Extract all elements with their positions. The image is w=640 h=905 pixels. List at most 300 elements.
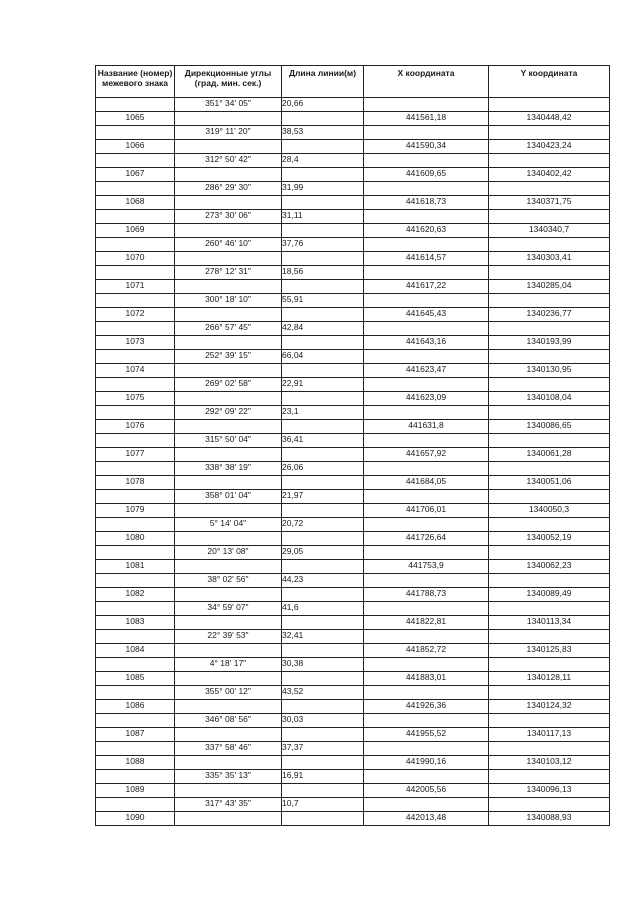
cell-y <box>489 714 610 728</box>
cell-angle: 358° 01' 04" <box>175 490 282 504</box>
cell-name <box>96 770 175 784</box>
cell-name: 1076 <box>96 420 175 434</box>
cell-y <box>489 126 610 140</box>
table-row <box>96 406 610 420</box>
table-row <box>96 616 610 630</box>
cell-name <box>96 798 175 812</box>
cell-x <box>364 602 489 616</box>
cell-name <box>96 714 175 728</box>
table-row <box>96 812 610 826</box>
cell-length: 43,52 <box>282 686 364 700</box>
cell-y <box>489 378 610 392</box>
cell-x: 441620,63 <box>364 224 489 238</box>
cell-name <box>96 546 175 560</box>
cell-x <box>364 294 489 308</box>
cell-y: 1340108,04 <box>489 392 610 406</box>
cell-length <box>282 644 364 658</box>
cell-length: 42,84 <box>282 322 364 336</box>
header-y: Y координата <box>489 66 610 98</box>
cell-x <box>364 126 489 140</box>
cell-x: 442005,56 <box>364 784 489 798</box>
cell-y <box>489 742 610 756</box>
cell-angle: 269° 02' 58" <box>175 378 282 392</box>
cell-x: 441883,01 <box>364 672 489 686</box>
cell-y: 1340130,95 <box>489 364 610 378</box>
cell-x: 441726,64 <box>364 532 489 546</box>
cell-angle <box>175 644 282 658</box>
cell-length <box>282 504 364 518</box>
header-name: Название (номер) межевого знака <box>96 66 175 98</box>
cell-y: 1340125,83 <box>489 644 610 658</box>
cell-x: 441617,22 <box>364 280 489 294</box>
table-row <box>96 322 610 336</box>
cell-length: 26,06 <box>282 462 364 476</box>
cell-x <box>364 630 489 644</box>
cell-name <box>96 602 175 616</box>
cell-x: 441852,72 <box>364 644 489 658</box>
cell-y: 1340117,13 <box>489 728 610 742</box>
cell-name <box>96 238 175 252</box>
cell-name <box>96 630 175 644</box>
cell-name: 1074 <box>96 364 175 378</box>
cell-name: 1068 <box>96 196 175 210</box>
cell-name <box>96 658 175 672</box>
cell-y: 1340371,75 <box>489 196 610 210</box>
cell-x: 441623,47 <box>364 364 489 378</box>
cell-name <box>96 378 175 392</box>
table-row <box>96 574 610 588</box>
cell-angle: 34° 59' 07" <box>175 602 282 616</box>
cell-angle <box>175 532 282 546</box>
cell-angle: 335° 35' 13" <box>175 770 282 784</box>
coordinates-table <box>95 65 610 826</box>
cell-angle <box>175 476 282 490</box>
cell-x: 441590,34 <box>364 140 489 154</box>
table-row <box>96 504 610 518</box>
cell-y <box>489 238 610 252</box>
cell-y <box>489 406 610 420</box>
cell-y: 1340124,32 <box>489 700 610 714</box>
cell-y <box>489 98 610 112</box>
cell-x <box>364 518 489 532</box>
cell-x <box>364 210 489 224</box>
cell-y: 1340051,06 <box>489 476 610 490</box>
cell-y: 1340285,04 <box>489 280 610 294</box>
cell-angle: 346° 08' 56" <box>175 714 282 728</box>
cell-angle: 292° 09' 22" <box>175 406 282 420</box>
cell-y <box>489 798 610 812</box>
table-row <box>96 658 610 672</box>
cell-length <box>282 616 364 630</box>
cell-x <box>364 462 489 476</box>
cell-x <box>364 798 489 812</box>
cell-x <box>364 658 489 672</box>
cell-y <box>489 686 610 700</box>
table-row <box>96 392 610 406</box>
table-row <box>96 700 610 714</box>
cell-x <box>364 406 489 420</box>
table-row <box>96 168 610 182</box>
cell-angle <box>175 504 282 518</box>
cell-name: 1067 <box>96 168 175 182</box>
cell-x <box>364 490 489 504</box>
cell-name <box>96 462 175 476</box>
table-row <box>96 630 610 644</box>
table-row <box>96 434 610 448</box>
table-row <box>96 518 610 532</box>
table-row <box>96 448 610 462</box>
cell-x: 441609,65 <box>364 168 489 182</box>
cell-angle <box>175 308 282 322</box>
cell-length: 66,04 <box>282 350 364 364</box>
cell-length: 30,03 <box>282 714 364 728</box>
cell-length: 55,91 <box>282 294 364 308</box>
table-row <box>96 266 610 280</box>
cell-length <box>282 476 364 490</box>
cell-angle: 312° 50' 42" <box>175 154 282 168</box>
cell-x: 441788,73 <box>364 588 489 602</box>
cell-y <box>489 154 610 168</box>
cell-name: 1082 <box>96 588 175 602</box>
cell-angle: 315° 50' 04" <box>175 434 282 448</box>
cell-y: 1340402,42 <box>489 168 610 182</box>
cell-length <box>282 336 364 350</box>
table-row <box>96 364 610 378</box>
cell-name <box>96 434 175 448</box>
cell-angle: 266° 57' 45" <box>175 322 282 336</box>
cell-y <box>489 490 610 504</box>
cell-x: 441926,36 <box>364 700 489 714</box>
cell-y: 1340103,12 <box>489 756 610 770</box>
table-row <box>96 476 610 490</box>
cell-y: 1340050,3 <box>489 504 610 518</box>
cell-length <box>282 364 364 378</box>
cell-name: 1065 <box>96 112 175 126</box>
cell-y: 1340193,99 <box>489 336 610 350</box>
cell-length <box>282 784 364 798</box>
cell-length <box>282 224 364 238</box>
cell-angle: 300° 18' 10" <box>175 294 282 308</box>
cell-y: 1340113,34 <box>489 616 610 630</box>
table-row <box>96 252 610 266</box>
table-body <box>96 98 610 826</box>
table-row <box>96 490 610 504</box>
cell-name: 1073 <box>96 336 175 350</box>
cell-x: 441618,73 <box>364 196 489 210</box>
cell-y <box>489 434 610 448</box>
table-row <box>96 784 610 798</box>
cell-x: 441645,43 <box>364 308 489 322</box>
cell-name <box>96 490 175 504</box>
cell-angle <box>175 392 282 406</box>
cell-length <box>282 168 364 182</box>
cell-length: 44,23 <box>282 574 364 588</box>
cell-y <box>489 546 610 560</box>
cell-x: 441822,81 <box>364 616 489 630</box>
cell-name <box>96 182 175 196</box>
cell-x <box>364 770 489 784</box>
cell-length <box>282 308 364 322</box>
cell-name: 1087 <box>96 728 175 742</box>
cell-length <box>282 112 364 126</box>
cell-length: 31,11 <box>282 210 364 224</box>
cell-x <box>364 378 489 392</box>
cell-x <box>364 266 489 280</box>
cell-name: 1066 <box>96 140 175 154</box>
cell-length <box>282 756 364 770</box>
cell-length: 38,53 <box>282 126 364 140</box>
cell-x <box>364 742 489 756</box>
table-row <box>96 196 610 210</box>
cell-name <box>96 686 175 700</box>
cell-name: 1083 <box>96 616 175 630</box>
cell-length <box>282 560 364 574</box>
cell-angle: 317° 43' 35" <box>175 798 282 812</box>
table-row <box>96 308 610 322</box>
cell-y <box>489 770 610 784</box>
cell-angle: 38° 02' 56" <box>175 574 282 588</box>
cell-length: 30,38 <box>282 658 364 672</box>
cell-x: 441614,57 <box>364 252 489 266</box>
cell-angle: 355° 00' 12" <box>175 686 282 700</box>
cell-y: 1340448,42 <box>489 112 610 126</box>
table-row <box>96 546 610 560</box>
cell-y: 1340423,24 <box>489 140 610 154</box>
cell-y <box>489 210 610 224</box>
cell-angle <box>175 280 282 294</box>
cell-angle: 260° 46' 10" <box>175 238 282 252</box>
table-row <box>96 126 610 140</box>
table-row <box>96 462 610 476</box>
cell-y: 1340128,11 <box>489 672 610 686</box>
cell-y: 1340062,23 <box>489 560 610 574</box>
cell-angle <box>175 672 282 686</box>
cell-name <box>96 406 175 420</box>
cell-angle <box>175 588 282 602</box>
cell-name: 1075 <box>96 392 175 406</box>
cell-angle <box>175 364 282 378</box>
cell-x: 441657,92 <box>364 448 489 462</box>
table-header <box>96 66 610 98</box>
header-angle: Дирекционные углы (град. мин. сек.) <box>175 66 282 98</box>
cell-x: 441623,09 <box>364 392 489 406</box>
cell-y <box>489 350 610 364</box>
cell-angle: 22° 39' 53" <box>175 630 282 644</box>
cell-name: 1089 <box>96 784 175 798</box>
cell-length: 10,7 <box>282 798 364 812</box>
table-row <box>96 770 610 784</box>
cell-x <box>364 182 489 196</box>
cell-angle <box>175 560 282 574</box>
table-row <box>96 280 610 294</box>
cell-y <box>489 658 610 672</box>
cell-length: 41,6 <box>282 602 364 616</box>
table-row <box>96 98 610 112</box>
cell-y <box>489 322 610 336</box>
cell-x <box>364 574 489 588</box>
cell-length: 29,05 <box>282 546 364 560</box>
header-length: Длина линии(м) <box>282 66 364 98</box>
cell-angle <box>175 336 282 350</box>
cell-y: 1340236,77 <box>489 308 610 322</box>
cell-name <box>96 210 175 224</box>
cell-x: 441955,52 <box>364 728 489 742</box>
cell-length: 16,91 <box>282 770 364 784</box>
cell-angle: 338° 38' 19" <box>175 462 282 476</box>
cell-angle <box>175 812 282 826</box>
cell-name: 1088 <box>96 756 175 770</box>
cell-length <box>282 420 364 434</box>
cell-name <box>96 98 175 112</box>
cell-y <box>489 462 610 476</box>
cell-name: 1077 <box>96 448 175 462</box>
table-row <box>96 224 610 238</box>
cell-y <box>489 518 610 532</box>
cell-length <box>282 392 364 406</box>
cell-x <box>364 98 489 112</box>
table-row <box>96 560 610 574</box>
cell-x: 441706,01 <box>364 504 489 518</box>
cell-angle <box>175 700 282 714</box>
cell-length: 18,56 <box>282 266 364 280</box>
cell-x <box>364 238 489 252</box>
table-row <box>96 238 610 252</box>
cell-angle <box>175 448 282 462</box>
cell-name: 1080 <box>96 532 175 546</box>
cell-x: 441561,18 <box>364 112 489 126</box>
cell-angle <box>175 616 282 630</box>
cell-name: 1081 <box>96 560 175 574</box>
cell-y <box>489 602 610 616</box>
cell-length: 32,41 <box>282 630 364 644</box>
cell-name <box>96 350 175 364</box>
cell-length <box>282 252 364 266</box>
cell-name: 1084 <box>96 644 175 658</box>
cell-length: 36,41 <box>282 434 364 448</box>
cell-angle: 20° 13' 08" <box>175 546 282 560</box>
table-row <box>96 336 610 350</box>
cell-name <box>96 742 175 756</box>
cell-length: 21,97 <box>282 490 364 504</box>
cell-angle <box>175 784 282 798</box>
cell-name: 1078 <box>96 476 175 490</box>
cell-name: 1071 <box>96 280 175 294</box>
cell-length <box>282 728 364 742</box>
cell-y: 1340096,13 <box>489 784 610 798</box>
cell-name <box>96 574 175 588</box>
cell-y: 1340061,28 <box>489 448 610 462</box>
table-row <box>96 686 610 700</box>
cell-y <box>489 182 610 196</box>
cell-length <box>282 140 364 154</box>
cell-angle <box>175 140 282 154</box>
table-row <box>96 210 610 224</box>
cell-length: 20,66 <box>282 98 364 112</box>
cell-name <box>96 266 175 280</box>
cell-name <box>96 322 175 336</box>
cell-length: 37,76 <box>282 238 364 252</box>
cell-angle <box>175 168 282 182</box>
cell-angle: 252° 39' 15" <box>175 350 282 364</box>
cell-y: 1340089,49 <box>489 588 610 602</box>
cell-y <box>489 630 610 644</box>
cell-y: 1340303,41 <box>489 252 610 266</box>
cell-x <box>364 350 489 364</box>
table-row <box>96 294 610 308</box>
cell-x <box>364 714 489 728</box>
cell-angle: 319° 11' 20" <box>175 126 282 140</box>
cell-length: 37,37 <box>282 742 364 756</box>
cell-name: 1072 <box>96 308 175 322</box>
table-row <box>96 672 610 686</box>
cell-name: 1079 <box>96 504 175 518</box>
table-row <box>96 140 610 154</box>
cell-length <box>282 196 364 210</box>
cell-name <box>96 518 175 532</box>
cell-name <box>96 126 175 140</box>
cell-x: 441631,8 <box>364 420 489 434</box>
table-row <box>96 798 610 812</box>
cell-x: 441753,9 <box>364 560 489 574</box>
cell-x: 442013,48 <box>364 812 489 826</box>
cell-y: 1340340,7 <box>489 224 610 238</box>
cell-angle <box>175 224 282 238</box>
cell-length <box>282 588 364 602</box>
cell-x <box>364 434 489 448</box>
cell-x <box>364 686 489 700</box>
table-row <box>96 588 610 602</box>
cell-angle: 5° 14' 04" <box>175 518 282 532</box>
cell-angle: 351° 34' 05" <box>175 98 282 112</box>
cell-length <box>282 672 364 686</box>
table-row <box>96 644 610 658</box>
cell-length: 23,1 <box>282 406 364 420</box>
cell-y <box>489 266 610 280</box>
cell-y: 1340052,19 <box>489 532 610 546</box>
table-row <box>96 742 610 756</box>
table-row <box>96 602 610 616</box>
cell-x <box>364 546 489 560</box>
cell-name <box>96 294 175 308</box>
cell-length <box>282 448 364 462</box>
cell-length: 31,99 <box>282 182 364 196</box>
table-row <box>96 154 610 168</box>
table-row <box>96 112 610 126</box>
cell-length <box>282 700 364 714</box>
cell-length: 20,72 <box>282 518 364 532</box>
cell-name <box>96 154 175 168</box>
cell-length: 22,91 <box>282 378 364 392</box>
table-row <box>96 728 610 742</box>
cell-angle <box>175 252 282 266</box>
cell-angle <box>175 728 282 742</box>
cell-name: 1086 <box>96 700 175 714</box>
cell-angle: 4° 18' 17" <box>175 658 282 672</box>
cell-x: 441684,05 <box>364 476 489 490</box>
cell-length: 28,4 <box>282 154 364 168</box>
cell-y: 1340088,93 <box>489 812 610 826</box>
cell-y <box>489 574 610 588</box>
cell-angle: 337° 58' 46" <box>175 742 282 756</box>
cell-length <box>282 812 364 826</box>
cell-angle: 278° 12' 31" <box>175 266 282 280</box>
table-row <box>96 532 610 546</box>
cell-name: 1085 <box>96 672 175 686</box>
cell-length <box>282 532 364 546</box>
cell-angle <box>175 196 282 210</box>
cell-length <box>282 280 364 294</box>
cell-y <box>489 294 610 308</box>
